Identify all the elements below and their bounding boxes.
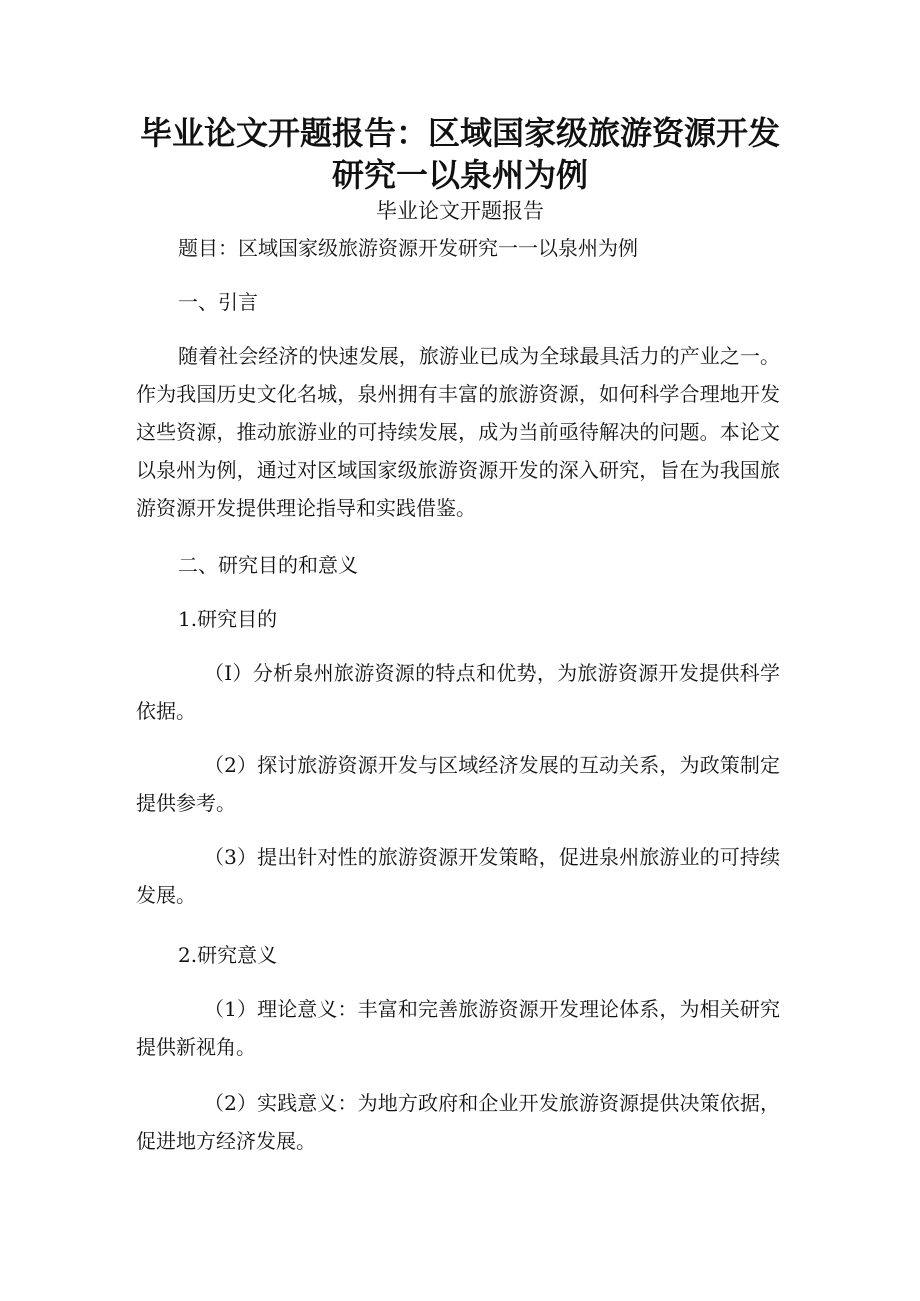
section-heading-purpose-significance: 二、研究目的和意义 <box>178 553 358 577</box>
section-heading-introduction: 一、引言 <box>178 290 258 314</box>
subheading-research-significance: 2.研究意义 <box>178 943 278 967</box>
significance-item: （2）实践意义：为地方政府和企业开发旅游资源提供决策依据，促进地方经济发展。 <box>136 1091 780 1153</box>
topic-line: 题目：区域国家级旅游资源开发研究一一以泉州为例 <box>178 236 638 260</box>
document-title: 毕业论文开题报告：区域国家级旅游资源开发研究一以泉州为例 <box>140 114 781 194</box>
purpose-item: （2）探讨旅游资源开发与区域经济发展的互动关系，为政策制定提供参考。 <box>136 753 780 815</box>
subheading-research-purpose: 1.研究目的 <box>178 607 278 631</box>
introduction-paragraph: 随着社会经济的快速发展，旅游业已成为全球最具活力的产业之一。作为我国历史文化名城，泉州拥有丰富的旅游资源，如何科学合理地开发这些资源，推动旅游业的可持续发展，成为当前亟待解决的问题。本论文以泉州为例，通过对区域国家级旅游资源开发的深入研究，旨在为我国旅游资源开发提供理论指导和实践借鉴。 <box>136 344 780 520</box>
significance-item: （1）理论意义：丰富和完善旅游资源开发理论体系，为相关研究提供新视角。 <box>136 997 780 1059</box>
purpose-item: （3）提出针对性的旅游资源开发策略，促进泉州旅游业的可持续发展。 <box>136 845 780 907</box>
document-subtitle: 毕业论文开题报告 <box>376 199 544 223</box>
purpose-item: （I）分析泉州旅游资源的特点和优势，为旅游资源开发提供科学依据。 <box>136 661 780 723</box>
